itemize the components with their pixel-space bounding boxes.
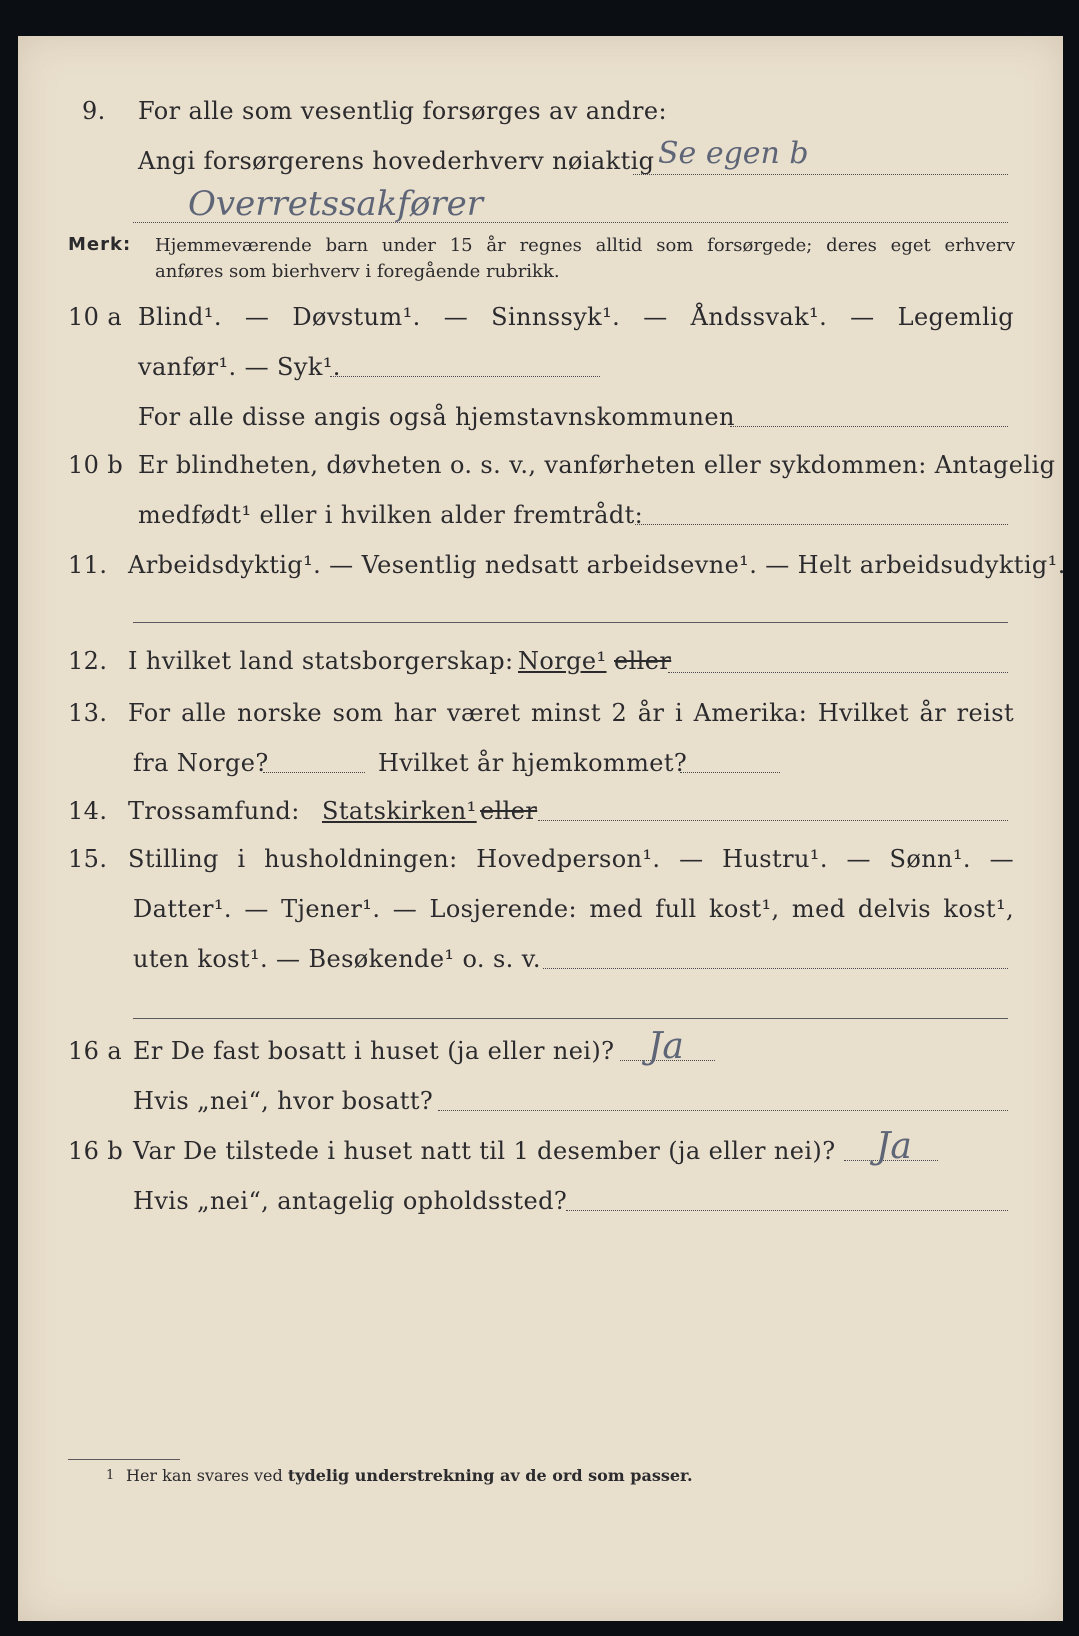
q15-text-3: uten kost¹. — Besøkende¹ o. s. v. xyxy=(133,945,541,973)
q13-number: 13. xyxy=(68,699,108,727)
q10b-text-2: medfødt¹ eller i hvilken alder fremtrådt: xyxy=(138,501,644,529)
q14-statskirken: Statskirken¹ xyxy=(322,797,477,825)
q10a-text-1: Blind¹. — Døvstum¹. — Sinnssyk¹. — Åndssvak¹. — Legemlig xyxy=(138,303,1014,331)
merk-label: Merk: xyxy=(68,234,132,255)
q10a-text-2: vanfør¹. — Syk¹. xyxy=(138,353,341,381)
q9-handwriting-1: Se egen b xyxy=(658,136,809,171)
footnote-text-bold: tydelig understrekning av de ord som passer. xyxy=(287,1466,693,1485)
q13-fra-norge: fra Norge? xyxy=(133,749,269,777)
footnote-text xyxy=(126,1466,693,1485)
q12-number: 12. xyxy=(68,647,108,675)
q10a-number: 10 a xyxy=(68,303,123,331)
q16b-handwritten-answer: Ja xyxy=(876,1126,912,1167)
q16b-text-2: Hvis „nei“, antagelig opholdssted? xyxy=(133,1187,568,1215)
q14-number: 14. xyxy=(68,797,108,825)
q13-reist-answer-line[interactable] xyxy=(263,772,365,773)
footnote-separator xyxy=(68,1459,180,1460)
q13-hjemkommet: Hvilket år hjemkommet? xyxy=(378,749,688,777)
q12-label: I hvilket land statsborgerskap: xyxy=(128,647,514,675)
q12-answer-line[interactable] xyxy=(668,672,1008,673)
q12-norge: Norge¹ xyxy=(518,647,607,675)
footnote-text-plain: Her kan svares ved xyxy=(126,1466,283,1485)
q16b-text-1: Var De tilstede i huset natt til 1 desember (ja eller nei)? xyxy=(133,1137,836,1165)
q11-number: 11. xyxy=(68,551,108,579)
census-form-page xyxy=(18,36,1066,1621)
q12-eller: eller xyxy=(614,647,672,675)
q9-text: For alle som vesentlig forsørges av andre: xyxy=(138,97,668,125)
q10b-answer-line[interactable] xyxy=(635,524,1008,525)
q9-label-hovederhverv: Angi forsørgerens hovederhverv nøiaktig xyxy=(138,147,655,175)
q16b-opholdssted-answer-line[interactable] xyxy=(566,1210,1008,1211)
q15-answer-line-2[interactable] xyxy=(133,1018,1008,1019)
q16a-number: 16 a xyxy=(68,1037,123,1065)
q16b-number: 16 b xyxy=(68,1137,124,1165)
q9-answer-line-1[interactable] xyxy=(633,174,1008,175)
q10a-hjemstavn-answer-line[interactable] xyxy=(730,426,1008,427)
q16a-bosatt-answer-line[interactable] xyxy=(438,1110,1008,1111)
q15-text-2: Datter¹. — Tjener¹. — Losjerende: med full kost¹, med delvis kost¹, xyxy=(133,895,1014,923)
merk-text-1: Hjemmeværende barn under 15 år regnes alltid som forsørgede; deres eget erhverv xyxy=(155,235,1015,256)
q14-answer-line[interactable] xyxy=(538,820,1008,821)
q15-number: 15. xyxy=(68,845,108,873)
q16a-text-2: Hvis „nei“, hvor bosatt? xyxy=(133,1087,434,1115)
q14-label: Trossamfund: xyxy=(128,797,300,825)
q10a-text-3: For alle disse angis også hjemstavnskommunen xyxy=(138,403,735,431)
q14-eller: eller xyxy=(480,797,538,825)
q11-answer-line[interactable] xyxy=(133,622,1008,623)
q13-hjemkommet-answer-line[interactable] xyxy=(680,772,780,773)
q13-text-1: For alle norske som har været minst 2 år i Amerika: Hvilket år reist xyxy=(128,699,1014,727)
q11-text: Arbeidsdyktig¹. — Vesentlig nedsatt arbeidsevne¹. — Helt arbeidsudyktig¹. xyxy=(128,551,1066,579)
q9-number: 9. xyxy=(82,97,106,125)
q16a-handwritten-answer: Ja xyxy=(648,1026,684,1067)
q15-answer-line-1[interactable] xyxy=(543,968,1008,969)
merk-text-2: anføres som bierhverv i foregående rubrikk. xyxy=(155,261,560,282)
q10a-syk-answer-line[interactable] xyxy=(330,376,600,377)
q15-text-1: Stilling i husholdningen: Hovedperson¹. — Hustru¹. — Sønn¹. — xyxy=(128,845,1014,873)
q10b-number: 10 b xyxy=(68,451,124,479)
q9-handwriting-2: Overretssakfører xyxy=(188,184,483,224)
q10b-text-1: Er blindheten, døvheten o. s. v., vanførheten eller sykdommen: Antagelig xyxy=(138,451,1056,479)
q16a-text-1: Er De fast bosatt i huset (ja eller nei)? xyxy=(133,1037,615,1065)
footnote-marker: 1 xyxy=(106,1468,115,1483)
